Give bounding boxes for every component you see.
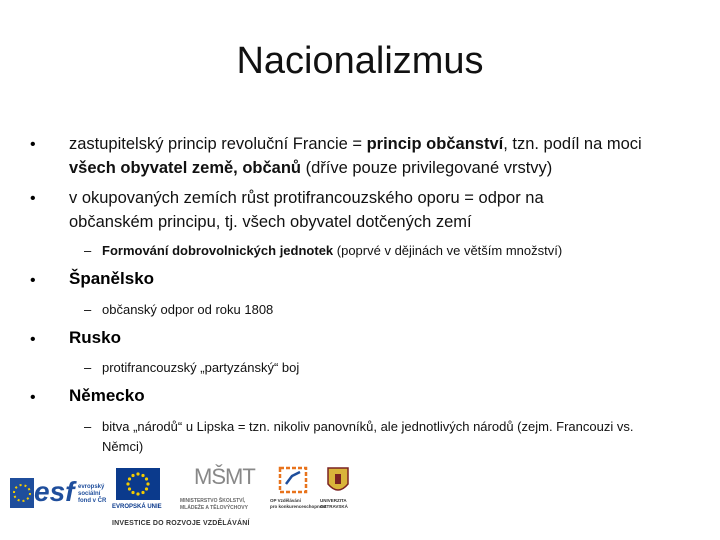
sub-bullet-marker: – <box>84 419 92 434</box>
esf-caption: evropský sociální fond v ČR <box>78 484 107 504</box>
msmt-wordmark: MŠMT <box>194 464 255 489</box>
bullet-3-sub: občanský odpor od roku 1808 <box>102 302 274 317</box>
university-crest-icon <box>326 466 350 496</box>
university-caption: UNIVERZITA OSTRAVSKÁ <box>320 498 348 509</box>
bullet-2: v okupovaných zemích růst protifrancouzského oporu = odpor na občanském principu, tj. všech obyvatel dotčených zemí <box>69 189 544 231</box>
sub-bullet-marker: – <box>84 360 92 375</box>
bullet-1-text-b: , tzn. podíl na moci <box>503 135 642 153</box>
bullet-marker: • <box>30 331 36 348</box>
bullet-4-sub: protifrancouzský „partyzánský“ boj <box>102 360 300 375</box>
bullet-1-bold-a: princip občanství <box>366 135 504 153</box>
op-logo <box>270 464 327 516</box>
bullet-4: Rusko <box>69 328 121 347</box>
logo-strip <box>0 462 360 540</box>
bullet-2-sub <box>102 241 702 261</box>
sub-bullet-marker: – <box>84 243 92 258</box>
msmt-logo <box>180 464 270 516</box>
bullet-1-bold-b: všech obyvatel země, občanů <box>69 159 302 177</box>
bullet-1 <box>69 132 669 180</box>
bullet-1-text-a: zastupitelský princip revoluční Francie = <box>69 135 367 153</box>
msmt-caption: MINISTERSTVO ŠKOLSTVÍ, MLÁDEŽE A TĚLOVÝCHOVY <box>180 498 248 511</box>
bullet-marker: • <box>30 190 36 207</box>
eu-flag-icon <box>116 468 160 500</box>
op-logo-icon <box>276 464 312 496</box>
bullet-marker: • <box>30 389 36 406</box>
bullet-5-sub: bitva „národů“ u Lipska = tzn. nikoliv panovníků, ale jednotlivých národů (zejm. Francouzi vs. Němci) <box>102 419 634 454</box>
university-logo <box>320 466 356 518</box>
esf-wordmark: esf <box>34 476 75 507</box>
eu-caption: EVROPSKÁ UNIE <box>112 504 162 510</box>
bullet-1-text-c: (dříve pouze privilegované vrstvy) <box>301 159 553 177</box>
bullet-marker: • <box>30 272 36 289</box>
eu-logo <box>110 468 166 516</box>
bullet-3: Španělsko <box>69 269 155 288</box>
bullet-marker: • <box>30 136 36 153</box>
footer-investice: INVESTICE DO ROZVOJE VZDĚLÁVÁNÍ <box>112 520 250 527</box>
sub-bullet-marker: – <box>84 302 92 317</box>
bullet-2-sub-bold: Formování dobrovolnických jednotek <box>102 243 334 258</box>
bullet-5: Německo <box>69 386 145 405</box>
esf-logo <box>8 472 108 512</box>
page-title: Nacionalizmus <box>236 40 484 82</box>
bullet-2-sub-rest: (poprvé v dějinách ve větším množství) <box>333 243 563 258</box>
op-caption: OP Vzdělávání pro konkurenceschopnost <box>270 498 327 509</box>
